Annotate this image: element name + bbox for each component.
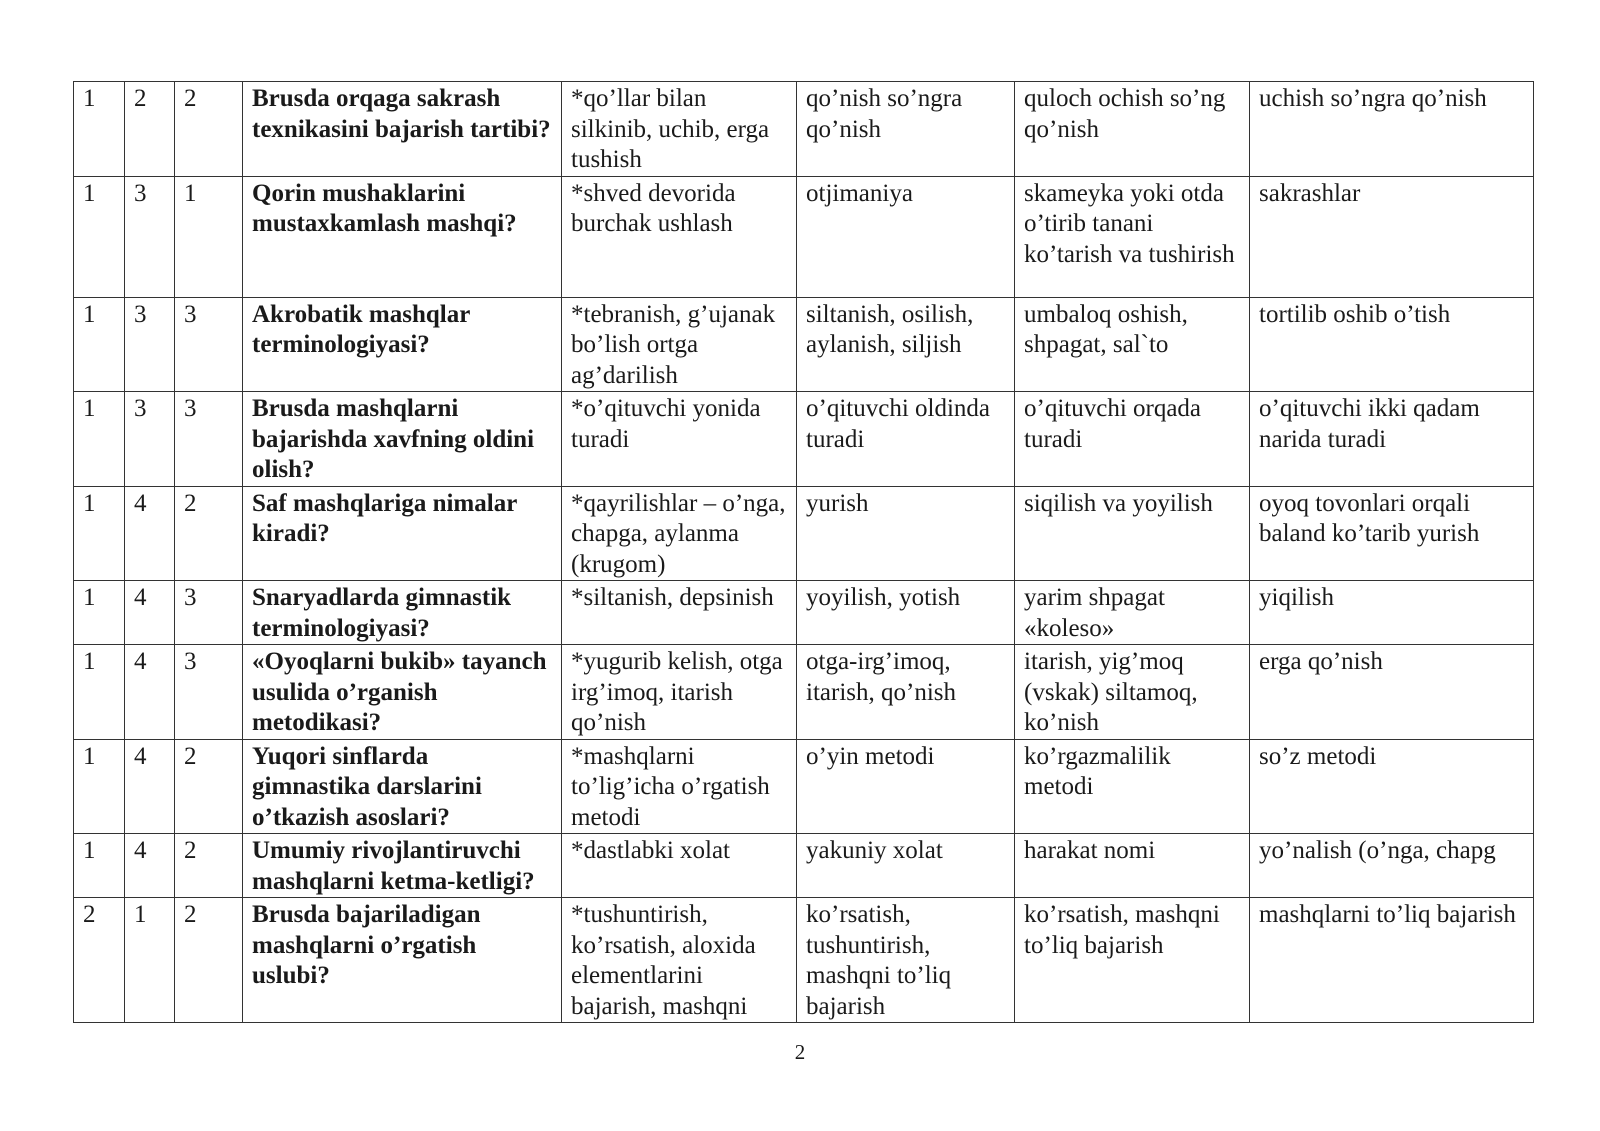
correct-answer-cell: *mashqlarni to’lig’icha o’rgatish metodi — [562, 739, 797, 834]
col3-cell: 3 — [175, 581, 243, 645]
answer-cell: otga-irg’imoq, itarish, qo’nish — [797, 645, 1015, 740]
question-cell: Brusda mashqlarni bajarishda xavfning oldini olish? — [243, 392, 562, 487]
correct-answer-cell: *qo’llar bilan silkinib, uchib, erga tushish — [562, 82, 797, 177]
correct-answer-cell: *siltanish, depsinish — [562, 581, 797, 645]
col2-cell: 2 — [125, 82, 175, 177]
col2-cell: 1 — [125, 898, 175, 1023]
answer-cell: ko’rsatish, mashqni to’liq bajarish — [1015, 898, 1250, 1023]
answer-cell: skameyka yoki otda o’tirib tanani ko’tarish va tushirish — [1015, 176, 1250, 297]
answer-cell: siltanish, osilish, aylanish, siljish — [797, 297, 1015, 392]
col2-cell: 4 — [125, 739, 175, 834]
col1-cell: 1 — [74, 645, 125, 740]
col1-cell: 1 — [74, 739, 125, 834]
answer-cell: sakrashlar — [1250, 176, 1534, 297]
table-row — [74, 739, 1534, 834]
question-cell: Umumiy rivojlantiruvchi mashqlarni ketma-ketligi? — [243, 834, 562, 898]
question-cell: Snaryadlarda gimnastik terminologiyasi? — [243, 581, 562, 645]
col2-cell: 4 — [125, 834, 175, 898]
correct-answer-cell: *tushuntirish, ko’rsatish, aloxida elementlarini bajarish, mashqni — [562, 898, 797, 1023]
question-cell: Akrobatik mashqlar terminologiyasi? — [243, 297, 562, 392]
correct-answer-cell: *dastlabki xolat — [562, 834, 797, 898]
table-row — [74, 486, 1534, 581]
answer-cell: oyoq tovonlari orqali baland ko’tarib yurish — [1250, 486, 1534, 581]
col3-cell: 2 — [175, 898, 243, 1023]
answer-cell: ko’rgazmalilik metodi — [1015, 739, 1250, 834]
answer-cell: yarim shpagat «koleso» — [1015, 581, 1250, 645]
answer-cell: tortilib oshib o’tish — [1250, 297, 1534, 392]
col3-cell: 2 — [175, 82, 243, 177]
answer-cell: yakuniy xolat — [797, 834, 1015, 898]
col1-cell: 1 — [74, 82, 125, 177]
col2-cell: 3 — [125, 392, 175, 487]
col2-cell: 3 — [125, 297, 175, 392]
answer-cell: mashqlarni to’liq bajarish — [1250, 898, 1534, 1023]
col3-cell: 3 — [175, 392, 243, 487]
col3-cell: 2 — [175, 486, 243, 581]
col3-cell: 2 — [175, 739, 243, 834]
col1-cell: 1 — [74, 392, 125, 487]
answer-cell: o’qituvchi ikki qadam narida turadi — [1250, 392, 1534, 487]
test-questions-sheet — [73, 81, 1534, 1023]
answer-cell: yiqilish — [1250, 581, 1534, 645]
table-row — [74, 297, 1534, 392]
col3-cell: 1 — [175, 176, 243, 297]
correct-answer-cell: *shved devorida burchak ushlash — [562, 176, 797, 297]
table-row — [74, 645, 1534, 740]
answer-cell: o’qituvchi oldinda turadi — [797, 392, 1015, 487]
answer-cell: siqilish va yoyilish — [1015, 486, 1250, 581]
answer-cell: harakat nomi — [1015, 834, 1250, 898]
col1-cell: 1 — [74, 297, 125, 392]
answer-cell: erga qo’nish — [1250, 645, 1534, 740]
answer-cell: otjimaniya — [797, 176, 1015, 297]
col3-cell: 3 — [175, 645, 243, 740]
questions-table-body — [74, 82, 1534, 1023]
answer-cell: qo’nish so’ngra qo’nish — [797, 82, 1015, 177]
answer-cell: itarish, yig’moq (vskak) siltamoq, ko’nish — [1015, 645, 1250, 740]
correct-answer-cell: *o’qituvchi yonida turadi — [562, 392, 797, 487]
table-row — [74, 392, 1534, 487]
question-cell: «Oyoqlarni bukib» tayanch usulida o’rganish metodikasi? — [243, 645, 562, 740]
col1-cell: 1 — [74, 486, 125, 581]
question-cell: Brusda orqaga sakrash texnikasini bajarish tartibi? — [243, 82, 562, 177]
question-cell: Qorin mushaklarini mustaxkamlash mashqi? — [243, 176, 562, 297]
question-cell: Yuqori sinflarda gimnastika darslarini o’tkazish asoslari? — [243, 739, 562, 834]
answer-cell: umbaloq oshish, shpagat, sal`to — [1015, 297, 1250, 392]
col2-cell: 4 — [125, 645, 175, 740]
table-row — [74, 82, 1534, 177]
question-cell: Saf mashqlariga nimalar kiradi? — [243, 486, 562, 581]
col2-cell: 3 — [125, 176, 175, 297]
col2-cell: 4 — [125, 581, 175, 645]
correct-answer-cell: *qayrilishlar – o’nga, chapga, aylanma (krugom) — [562, 486, 797, 581]
answer-cell: o’qituvchi orqada turadi — [1015, 392, 1250, 487]
answer-cell: o’yin metodi — [797, 739, 1015, 834]
page-number: 2 — [794, 1040, 806, 1064]
answer-cell: ko’rsatish, tushuntirish, mashqni to’liq bajarish — [797, 898, 1015, 1023]
col2-cell: 4 — [125, 486, 175, 581]
table-row — [74, 898, 1534, 1023]
questions-table — [73, 81, 1534, 1023]
answer-cell: so’z metodi — [1250, 739, 1534, 834]
table-row — [74, 581, 1534, 645]
col3-cell: 3 — [175, 297, 243, 392]
answer-cell: yoyilish, yotish — [797, 581, 1015, 645]
correct-answer-cell: *yugurib kelish, otga irg’imoq, itarish qo’nish — [562, 645, 797, 740]
col1-cell: 2 — [74, 898, 125, 1023]
table-row — [74, 176, 1534, 297]
col3-cell: 2 — [175, 834, 243, 898]
answer-cell: yo’nalish (o’nga, chapg — [1250, 834, 1534, 898]
table-row — [74, 834, 1534, 898]
question-cell: Brusda bajariladigan mashqlarni o’rgatish uslubi? — [243, 898, 562, 1023]
col1-cell: 1 — [74, 581, 125, 645]
col1-cell: 1 — [74, 834, 125, 898]
answer-cell: quloch ochish so’ng qo’nish — [1015, 82, 1250, 177]
correct-answer-cell: *tebranish, g’ujanak bo’lish ortga ag’darilish — [562, 297, 797, 392]
answer-cell: uchish so’ngra qo’nish — [1250, 82, 1534, 177]
col1-cell: 1 — [74, 176, 125, 297]
answer-cell: yurish — [797, 486, 1015, 581]
